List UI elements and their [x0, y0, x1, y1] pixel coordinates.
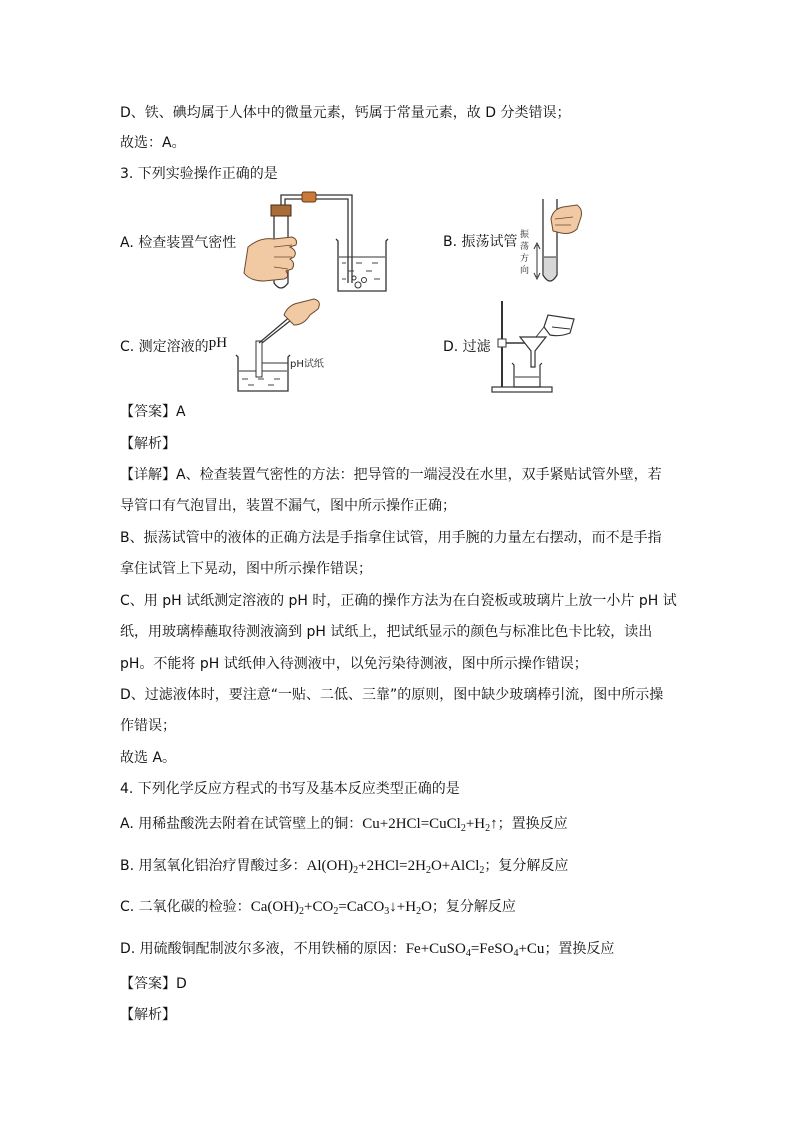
- eq-subscript: 2: [425, 865, 431, 876]
- eq-part: +2HCl=2H: [358, 858, 426, 874]
- eq-part: +H: [465, 816, 486, 832]
- eq-subscript: 2: [299, 906, 305, 917]
- eq-subscript: 4: [465, 948, 471, 959]
- text-line: 拿住试管上下晃动，图中所示操作错误；: [120, 561, 372, 577]
- eq-part: ↓+H: [389, 899, 417, 915]
- eq-subscript: 2: [416, 906, 422, 917]
- text-line: D、铁、碘均属于人体中的微量元素，钙属于常量元素，故 D 分类错误；: [120, 105, 571, 121]
- q4-option-a-suffix: ；置换反应: [497, 816, 568, 832]
- q4-option-c-equation: [251, 899, 432, 915]
- q4-option-d-suffix: ；置换反应: [544, 941, 615, 957]
- q4-option-a-equation: [362, 816, 497, 832]
- q4-option-d-prefix: D. 用硫酸铜配制波尔多液，不用铁桶的原因：: [120, 941, 406, 957]
- figure-b-label-1: 振: [520, 230, 530, 240]
- eq-part: Fe+CuSO: [405, 941, 466, 957]
- figure-b-label-3: 方: [520, 254, 530, 264]
- eq-part: O+AlCl: [430, 858, 480, 874]
- eq-part: O: [421, 899, 432, 915]
- text-line: 故选 A。: [120, 750, 177, 766]
- eq-subscript: 2: [479, 865, 485, 876]
- q4-option-b-equation: [307, 858, 485, 874]
- text-line: pH。不能将 pH 试纸伸入待测液中，以免污染待测液，图中所示操作错误；: [120, 656, 588, 672]
- eq-part: +Cu: [518, 941, 545, 957]
- eq-part: =FeSO: [470, 941, 514, 957]
- eq-part: +CO: [304, 899, 334, 915]
- q3-option-c: [120, 337, 227, 357]
- text-line: D、过滤液体时，要注意“一贴、二低、三靠”的原则，图中缺少玻璃棒引流，图中所示操: [120, 687, 664, 703]
- eq-part: Ca(OH): [250, 899, 300, 915]
- q4-option-b-suffix: ；复分解反应: [484, 858, 569, 874]
- text-line: B、振荡试管中的液体的正确方法是手指拿住试管，用手腕的力量左右摆动，而不是手指: [120, 530, 662, 546]
- figure-c-label: pH试纸: [290, 359, 324, 370]
- figure-airtightness-check: [240, 185, 390, 295]
- q4-option-b: [120, 856, 568, 881]
- text-line: 作错误；: [120, 718, 176, 734]
- text-line: 导管口有气泡冒出，装置不漏气，图中所示操作正确；: [120, 498, 456, 514]
- figure-filtration: [490, 297, 590, 395]
- eq-subscript: 2: [485, 823, 491, 834]
- question-3-title: 3. 下列实验操作正确的是: [120, 166, 278, 182]
- text-line: C、用 pH 试纸测定溶液的 pH 时，正确的操作方法为在白瓷板或玻璃片上放一小片 pH 试: [120, 593, 677, 609]
- q4-option-a-prefix: A. 用稀盐酸洗去附着在试管壁上的铜：: [120, 816, 363, 832]
- q4-option-c: [120, 897, 516, 922]
- q4-option-d-equation: [406, 941, 545, 957]
- q3-option-c-text: C. 测定溶液的: [120, 339, 209, 355]
- question-4-title: 4. 下列化学反应方程式的书写及基本反应类型正确的是: [120, 781, 460, 797]
- eq-part: =CaCO: [338, 899, 385, 915]
- analysis-label: 【解析】: [120, 1007, 176, 1023]
- figure-ph-measurement: [232, 295, 342, 395]
- text-line: 纸，用玻璃棒蘸取待测液滴到 pH 试纸上，把试纸显示的颜色与标准比色卡比较，读出: [120, 624, 653, 640]
- eq-part: Al(OH): [306, 858, 354, 874]
- figure-b-label-4: 向: [520, 266, 530, 276]
- q4-option-a: [120, 814, 568, 839]
- q3-option-b: B. 振荡试管: [443, 234, 518, 250]
- eq-subscript: 2: [460, 823, 466, 834]
- q4-option-c-prefix: C. 二氧化碳的检验：: [120, 899, 251, 915]
- q4-option-d: [120, 939, 614, 964]
- eq-subscript: 3: [384, 906, 390, 917]
- eq-part: ↑: [490, 816, 498, 832]
- eq-part: Cu+2HCl=CuCl: [362, 816, 461, 832]
- q3-option-c-ph: pH: [208, 335, 228, 351]
- eq-subscript: 4: [513, 948, 519, 959]
- q4-option-c-suffix: ；复分解反应: [431, 899, 516, 915]
- answer-label: 【答案】D: [120, 976, 187, 992]
- q3-option-a: A. 检查装置气密性: [120, 235, 237, 251]
- eq-subscript: 2: [353, 865, 359, 876]
- eq-subscript: 2: [333, 906, 339, 917]
- text-line: 故选：A。: [120, 135, 186, 151]
- analysis-label: 【解析】: [120, 436, 176, 452]
- text-line: 【详解】A、检查装置气密性的方法：把导管的一端浸没在水里，双手紧贴试管外壁，若: [120, 467, 662, 483]
- answer-label: 【答案】A: [120, 404, 186, 420]
- figure-b-label-2: 荡: [520, 242, 530, 252]
- figure-shaking-test-tube: [515, 195, 585, 290]
- q3-option-d: D. 过滤: [443, 339, 491, 355]
- q4-option-b-prefix: B. 用氢氧化铝治疗胃酸过多：: [120, 858, 307, 874]
